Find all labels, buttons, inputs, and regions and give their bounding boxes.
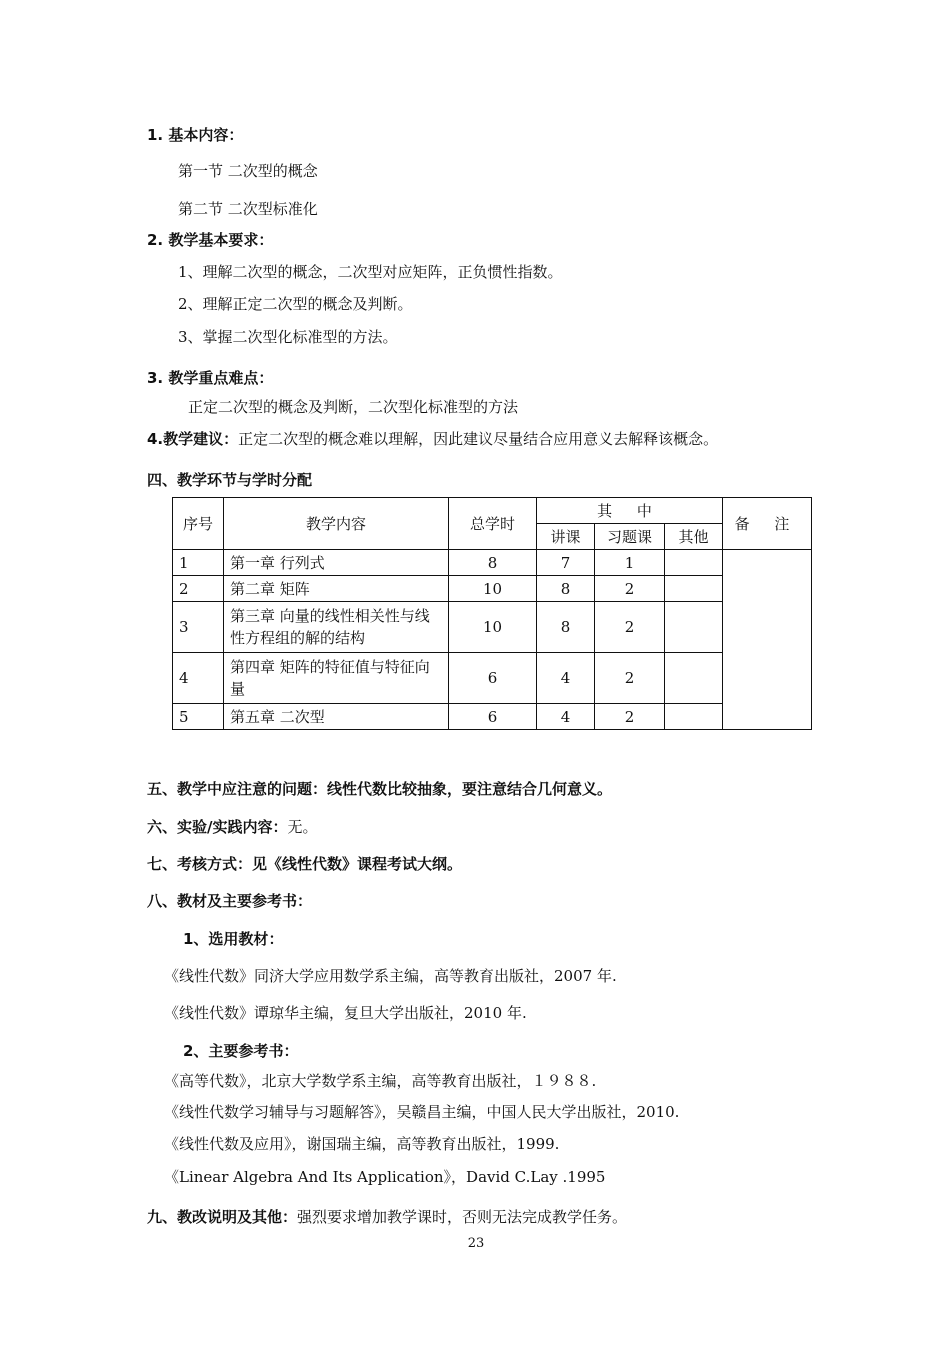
row-lecture: 8 (537, 602, 595, 653)
row-lecture: 4 (537, 653, 595, 704)
row-total: 8 (449, 550, 537, 576)
section9-label: 九、教改说明及其他： (147, 1208, 298, 1226)
row-exercise: 2 (595, 704, 665, 730)
table-row (173, 653, 812, 704)
remark-cell (723, 550, 812, 730)
section6-text: 无。 (287, 818, 318, 836)
schedule-table (172, 497, 812, 730)
reference-item: 《线性代数及应用》，谢国瑞主编，高等教育出版社，1999. (164, 1135, 560, 1153)
header-lecture: 讲课 (537, 524, 595, 550)
row-total: 10 (449, 602, 537, 653)
table-row (173, 550, 812, 576)
row-lecture: 7 (537, 550, 595, 576)
basic-content-item: 第二节 二次型标准化 (178, 200, 318, 218)
requirement-item: 1、理解二次型的概念，二次型对应矩阵，正负惯性指数。 (178, 263, 563, 281)
reference-subheading: 2、主要参考书： (183, 1042, 299, 1060)
teaching-advice (147, 429, 718, 449)
section8-title: 八、教材及主要参考书： (147, 892, 313, 910)
row-lecture: 4 (537, 704, 595, 730)
basic-content-heading: 1. 基本内容： (147, 126, 244, 144)
row-exercise: 2 (595, 576, 665, 602)
row-exercise: 1 (595, 550, 665, 576)
row-other (665, 653, 723, 704)
row-content: 第三章 向量的线性相关性与线性方程组的解的结构 (224, 602, 449, 653)
section9-text: 强烈要求增加教学课时，否则无法完成教学任务。 (297, 1208, 628, 1226)
row-no: 1 (173, 550, 224, 576)
row-content: 第四章 矩阵的特征值与特征向量 (224, 653, 449, 704)
row-other (665, 704, 723, 730)
table-row (173, 602, 812, 653)
row-other (665, 576, 723, 602)
teaching-advice-text: 正定二次型的概念难以理解，因此建议尽量结合应用意义去解释该概念。 (238, 430, 719, 448)
header-exercise: 习题课 (595, 524, 665, 550)
row-no: 2 (173, 576, 224, 602)
row-content: 第五章 二次型 (224, 704, 449, 730)
section6-label: 六、实验/实践内容： (147, 818, 288, 836)
row-total: 6 (449, 704, 537, 730)
header-total: 总学时 (449, 498, 537, 550)
row-lecture: 8 (537, 576, 595, 602)
reference-item: 《线性代数学习辅导与习题解答》，吴赣昌主编，中国人民大学出版社，2010. (164, 1103, 680, 1121)
textbook-item: 《线性代数》谭琼华主编，复旦大学出版社，2010 年. (164, 1004, 527, 1022)
key-points-text: 正定二次型的概念及判断，二次型化标准型的方法 (188, 398, 519, 416)
row-other (665, 602, 723, 653)
section6 (147, 817, 318, 837)
header-remark: 备 注 (723, 498, 812, 550)
reference-item: 《Linear Algebra And Its Application》，David C.Lay .1995 (164, 1168, 606, 1186)
teaching-advice-label: 4.教学建议： (147, 430, 239, 448)
row-other (665, 550, 723, 576)
row-total: 6 (449, 653, 537, 704)
section9 (147, 1207, 627, 1227)
row-no: 4 (173, 653, 224, 704)
basic-content-item: 第一节 二次型的概念 (178, 162, 318, 180)
page-number: 23 (467, 1236, 485, 1251)
row-total: 10 (449, 576, 537, 602)
section7-assessment: 七、考核方式：见《线性代数》课程考试大纲。 (147, 855, 463, 873)
row-no: 5 (173, 704, 224, 730)
row-content: 第二章 矩阵 (224, 576, 449, 602)
row-exercise: 2 (595, 653, 665, 704)
header-among: 其 中 (537, 498, 723, 524)
key-points-heading: 3. 教学重点难点： (147, 369, 274, 387)
schedule-section-title: 四、教学环节与学时分配 (147, 471, 313, 489)
textbook-item: 《线性代数》同济大学应用数学系主编，高等教育出版社，2007 年. (164, 967, 617, 985)
requirement-item: 2、理解正定二次型的概念及判断。 (178, 295, 413, 313)
table-row (173, 576, 812, 602)
row-exercise: 2 (595, 602, 665, 653)
section5-notes: 五、教学中应注意的问题：线性代数比较抽象，要注意结合几何意义。 (147, 780, 613, 798)
row-content: 第一章 行列式 (224, 550, 449, 576)
textbook-subheading: 1、选用教材： (183, 930, 284, 948)
requirements-heading: 2. 教学基本要求： (147, 231, 274, 249)
header-no: 序号 (173, 498, 224, 550)
reference-item: 《高等代数》，北京大学数学系主编，高等教育出版社，１９８８. (164, 1072, 597, 1090)
row-no: 3 (173, 602, 224, 653)
requirement-item: 3、掌握二次型化标准型的方法。 (178, 328, 398, 346)
header-content: 教学内容 (224, 498, 449, 550)
header-other: 其他 (665, 524, 723, 550)
table-row (173, 704, 812, 730)
